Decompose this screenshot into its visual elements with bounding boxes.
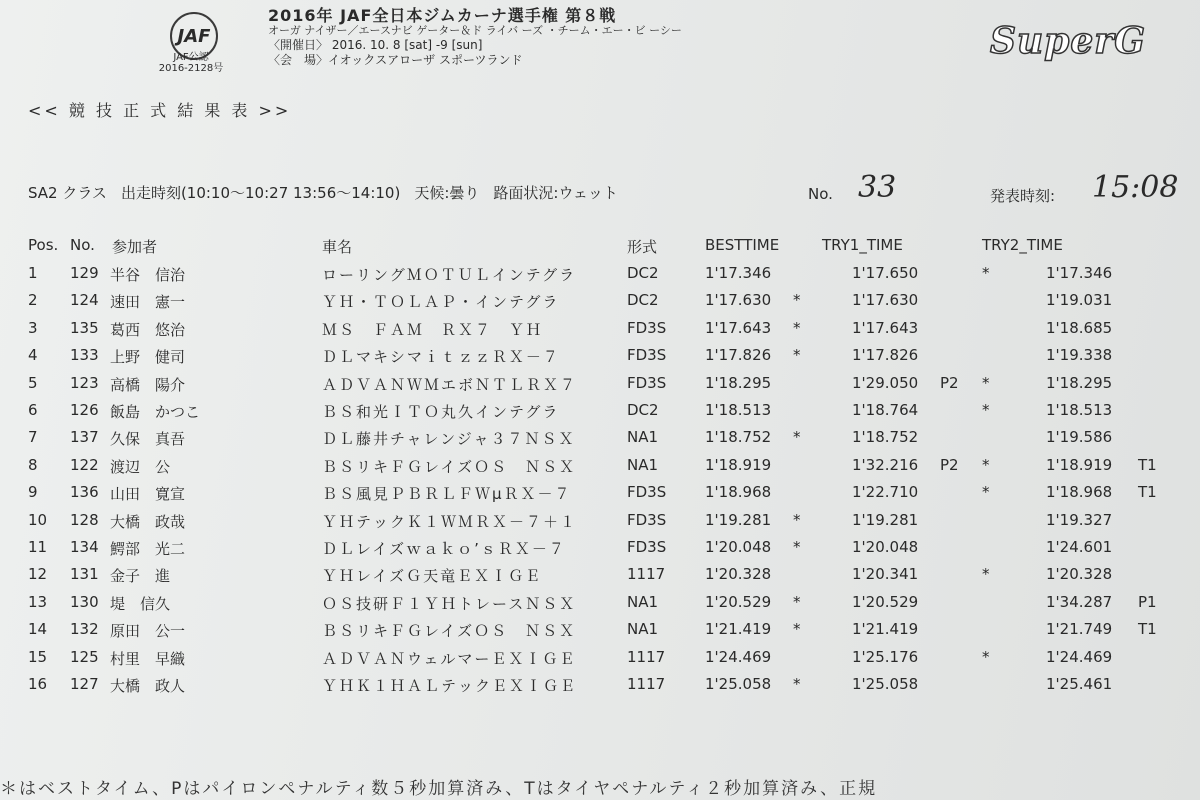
car-name: ＢＳ和光ＩＴＯ丸久インテグラ — [322, 403, 560, 421]
best-time: 1'18.968 — [705, 483, 772, 502]
best-time: 1'19.281 — [705, 510, 772, 529]
pos: 14 — [28, 620, 48, 639]
logo-mark: JAF — [177, 25, 211, 47]
pos: 11 — [28, 538, 48, 556]
try1-time: 1'20.048 — [852, 538, 919, 556]
car-name: ＹＨテックＫ１ＷＭＲＸ－７＋１ — [322, 512, 578, 531]
car-name: ＡＤＶＡＮウェルマーＥＸＩＧＥ — [322, 649, 577, 668]
car-type: 1117 — [627, 675, 666, 693]
entrant-name: 原田 公一 — [110, 622, 186, 641]
try2-time: 1'24.601 — [1046, 538, 1113, 556]
try1-mark: * — [982, 264, 990, 282]
best-mark: * — [793, 620, 801, 639]
best-time: 1'21.419 — [705, 620, 772, 639]
car-no: 134 — [70, 538, 99, 556]
car-no: 128 — [70, 510, 99, 529]
entrant-name: 速田 憲一 — [110, 293, 186, 312]
try2-time: 1'18.513 — [1046, 401, 1113, 419]
section-title: << 競 技 正 式 結 果 表 >> — [28, 101, 292, 120]
brand-logo: SuperG — [990, 20, 1146, 62]
try2-time: 1'19.031 — [1046, 291, 1113, 310]
car-type: DC2 — [627, 401, 659, 419]
entrant-name: 大橋 政哉 — [110, 512, 186, 531]
try2-penalty: T1 — [1138, 483, 1157, 502]
car-type: DC2 — [627, 264, 659, 282]
best-mark: * — [793, 346, 801, 365]
try1-time: 1'18.764 — [852, 401, 919, 419]
try1-penalty: P2 — [940, 455, 959, 474]
car-type: 1117 — [627, 647, 666, 666]
entrant-name: 葛西 悠治 — [110, 320, 186, 339]
entrant-name: 高橋 陽介 — [110, 375, 186, 394]
col-type: 形式 — [627, 238, 658, 256]
car-type: FD3S — [627, 346, 667, 365]
col-car: 車名 — [322, 238, 353, 256]
jaf-cert-number: 2016-2128号 — [158, 63, 224, 74]
release-time-handwritten: 15:08 — [1092, 170, 1179, 205]
car-name: ＤＬマキシマｉｔｚｚＲＸ－７ — [322, 348, 560, 367]
car-no: 123 — [70, 373, 99, 392]
car-type: DC2 — [627, 291, 659, 310]
car-name: ＤＬ藤井チャレンジャ３７ＮＳＸ — [322, 430, 576, 449]
pos: 9 — [28, 483, 38, 502]
start-time: 出走時刻(10:10〜10:27 13:56〜14:10) — [120, 184, 401, 202]
car-name: ＯＳ技研Ｆ１ＹＨトレースＮＳＸ — [322, 594, 577, 613]
car-no: 133 — [70, 346, 99, 365]
try2-penalty: P1 — [1138, 592, 1157, 611]
car-name: ＢＳリキＦＧレイズＯＳ ＮＳＸ — [322, 622, 577, 641]
pos: 6 — [28, 401, 38, 419]
try2-time: 1'19.327 — [1046, 510, 1113, 529]
pos: 8 — [28, 455, 38, 474]
sheet-number-handwritten: 33 — [858, 170, 897, 205]
col-best: BESTTIME — [705, 236, 780, 254]
col-pos: Pos. — [28, 236, 59, 254]
try2-time: 1'34.287 — [1046, 592, 1113, 611]
sheet-number-label: No. — [808, 185, 833, 203]
best-mark: * — [793, 592, 801, 611]
try1-mark: * — [982, 373, 990, 392]
event-date: 〈開催日〉 2016. 10. 8 [sat] -9 [sun] — [268, 38, 483, 52]
pos: 1 — [28, 264, 38, 282]
car-no: 127 — [70, 675, 99, 693]
entrant-name: 金子 進 — [110, 567, 171, 586]
jaf-certification — [146, 52, 236, 74]
car-no: 136 — [70, 483, 99, 502]
jaf-cert-label: JAF公認 — [173, 52, 209, 63]
event-title: 2016年 JAF全日本ジムカーナ選手権 第８戦 — [268, 6, 617, 25]
best-time: 1'20.048 — [705, 538, 772, 556]
car-no: 125 — [70, 647, 99, 666]
try1-time: 1'17.643 — [852, 318, 919, 337]
event-organizer: オーガ ナイザー／エースナビ ゲーター＆ド ライバ ーズ ・チーム・エー・ビ ーシー — [268, 24, 682, 37]
car-type: NA1 — [627, 428, 659, 447]
try1-time: 1'17.826 — [852, 346, 919, 365]
try2-time: 1'18.685 — [1046, 318, 1113, 337]
entrant-name: 村里 早織 — [110, 649, 186, 668]
car-name: ＹＨ・ＴＯＬＡＰ・インテグラ — [322, 293, 560, 312]
try1-time: 1'20.529 — [852, 592, 919, 611]
class-label: SA2 クラス — [28, 184, 107, 202]
best-time: 1'17.826 — [705, 346, 772, 365]
try2-time: 1'18.919 — [1046, 455, 1113, 474]
try2-time: 1'25.461 — [1046, 675, 1113, 693]
car-no: 126 — [70, 401, 99, 419]
best-mark: * — [793, 291, 801, 310]
col-no: No. — [70, 236, 95, 254]
best-mark: * — [793, 675, 801, 693]
entrant-name: 堤 信久 — [110, 594, 171, 613]
pos: 12 — [28, 565, 48, 584]
try1-time: 1'21.419 — [852, 620, 919, 639]
try1-time: 1'17.650 — [852, 264, 919, 282]
try2-time: 1'21.749 — [1046, 620, 1113, 639]
try1-time: 1'22.710 — [852, 483, 919, 502]
entrant-name: 久保 真吾 — [110, 430, 186, 449]
car-name: ＹＨＫ１ＨＡＬテックＥＸＩＧＥ — [322, 677, 578, 695]
pos: 5 — [28, 373, 38, 392]
try2-time: 1'24.469 — [1046, 647, 1113, 666]
try1-time: 1'25.058 — [852, 675, 919, 693]
entrant-name: 上野 健司 — [110, 348, 186, 367]
try2-time: 1'17.346 — [1046, 264, 1113, 282]
pos: 3 — [28, 318, 38, 337]
entrant-name: 飯島 かつこ — [110, 403, 201, 421]
best-time: 1'20.529 — [705, 592, 772, 611]
car-no: 135 — [70, 318, 99, 337]
try1-mark: * — [982, 401, 990, 419]
pos: 13 — [28, 592, 48, 611]
entrant-name: 大橋 政人 — [110, 677, 186, 695]
col-try2: TRY2_TIME — [982, 236, 1063, 254]
best-time: 1'24.469 — [705, 647, 772, 666]
pos: 15 — [28, 647, 48, 666]
try1-time: 1'25.176 — [852, 647, 919, 666]
car-no: 137 — [70, 428, 99, 447]
car-type: NA1 — [627, 592, 659, 611]
car-no: 132 — [70, 620, 99, 639]
best-time: 1'17.346 — [705, 264, 772, 282]
try1-mark: * — [982, 455, 990, 474]
try1-time: 1'17.630 — [852, 291, 919, 310]
car-type: FD3S — [627, 483, 667, 502]
entrant-name: 渡辺 公 — [110, 457, 171, 476]
try2-penalty: T1 — [1138, 620, 1157, 639]
car-type: FD3S — [627, 510, 667, 529]
weather: 天候:曇り — [414, 184, 480, 202]
car-no: 130 — [70, 592, 99, 611]
best-time: 1'18.295 — [705, 373, 772, 392]
footer-note: ＊はベストタイム、Pはパイロンペナルティ数５秒加算済み、Tはタイヤペナルティ２秒加算済み、正規 — [0, 779, 878, 799]
car-type: NA1 — [627, 455, 659, 474]
road-condition: 路面状況:ウェット — [493, 184, 618, 202]
try1-mark: * — [982, 483, 990, 502]
col-try1: TRY1_TIME — [822, 236, 903, 254]
release-time-label: 発表時刻: — [990, 187, 1056, 205]
car-no: 122 — [70, 455, 99, 474]
car-name: ＢＳ風見ＰＢＲＬＦＷμＲＸ－７ — [322, 485, 572, 504]
car-name: ＤＬレイズｗａｋｏ’ｓＲＸ－７ — [322, 540, 566, 558]
try1-time: 1'20.341 — [852, 565, 919, 584]
try1-time: 1'29.050 — [852, 373, 919, 392]
best-mark: * — [793, 318, 801, 337]
best-mark: * — [793, 510, 801, 529]
try1-time: 1'32.216 — [852, 455, 919, 474]
event-venue: 〈会 場〉イオックスアローザ スポーツランド — [268, 53, 523, 67]
try1-penalty: P2 — [940, 373, 959, 392]
best-time: 1'17.630 — [705, 291, 772, 310]
event-header — [268, 8, 682, 68]
best-mark: * — [793, 538, 801, 556]
pos: 2 — [28, 291, 38, 310]
try2-time: 1'18.295 — [1046, 373, 1113, 392]
best-time: 1'20.328 — [705, 565, 772, 584]
try2-time: 1'18.968 — [1046, 483, 1113, 502]
try2-time: 1'19.338 — [1046, 346, 1113, 365]
entrant-name: 山田 寛宣 — [110, 485, 186, 504]
car-name: ＢＳリキＦＧレイズＯＳ ＮＳＸ — [322, 457, 577, 476]
try2-time: 1'20.328 — [1046, 565, 1113, 584]
car-type: FD3S — [627, 318, 667, 337]
car-name: ＭＳ ＦＡＭ ＲＸ７ ＹＨ — [322, 320, 544, 339]
car-name: ローリングＭＯＴＵＬインテグラ — [322, 266, 577, 284]
try1-time: 1'19.281 — [852, 510, 919, 529]
pos: 16 — [28, 675, 48, 693]
try1-mark: * — [982, 565, 990, 584]
pos: 7 — [28, 428, 38, 447]
best-time: 1'18.513 — [705, 401, 772, 419]
best-time: 1'18.919 — [705, 455, 772, 474]
try1-time: 1'18.752 — [852, 428, 919, 447]
pos: 4 — [28, 346, 38, 365]
try2-time: 1'19.586 — [1046, 428, 1113, 447]
entrant-name: 鰐部 光二 — [110, 540, 186, 558]
car-type: FD3S — [627, 373, 667, 392]
car-type: 1117 — [627, 565, 666, 584]
col-entrant: 参加者 — [112, 238, 158, 256]
try1-mark: * — [982, 647, 990, 666]
car-name: ＹＨレイズＧ天竜ＥＸＩＧＥ — [322, 567, 543, 586]
car-type: NA1 — [627, 620, 659, 639]
try2-penalty: T1 — [1138, 455, 1157, 474]
car-no: 129 — [70, 264, 99, 282]
best-time: 1'18.752 — [705, 428, 772, 447]
car-type: FD3S — [627, 538, 667, 556]
best-time: 1'17.643 — [705, 318, 772, 337]
car-no: 131 — [70, 565, 99, 584]
entrant-name: 半谷 信治 — [110, 266, 186, 284]
car-name: ＡＤＶＡＮＷＭエボＮＴＬＲＸ７ — [322, 375, 578, 394]
pos: 10 — [28, 510, 48, 529]
best-mark: * — [793, 428, 801, 447]
best-time: 1'25.058 — [705, 675, 772, 693]
conditions-line — [28, 182, 632, 203]
car-no: 124 — [70, 291, 99, 310]
